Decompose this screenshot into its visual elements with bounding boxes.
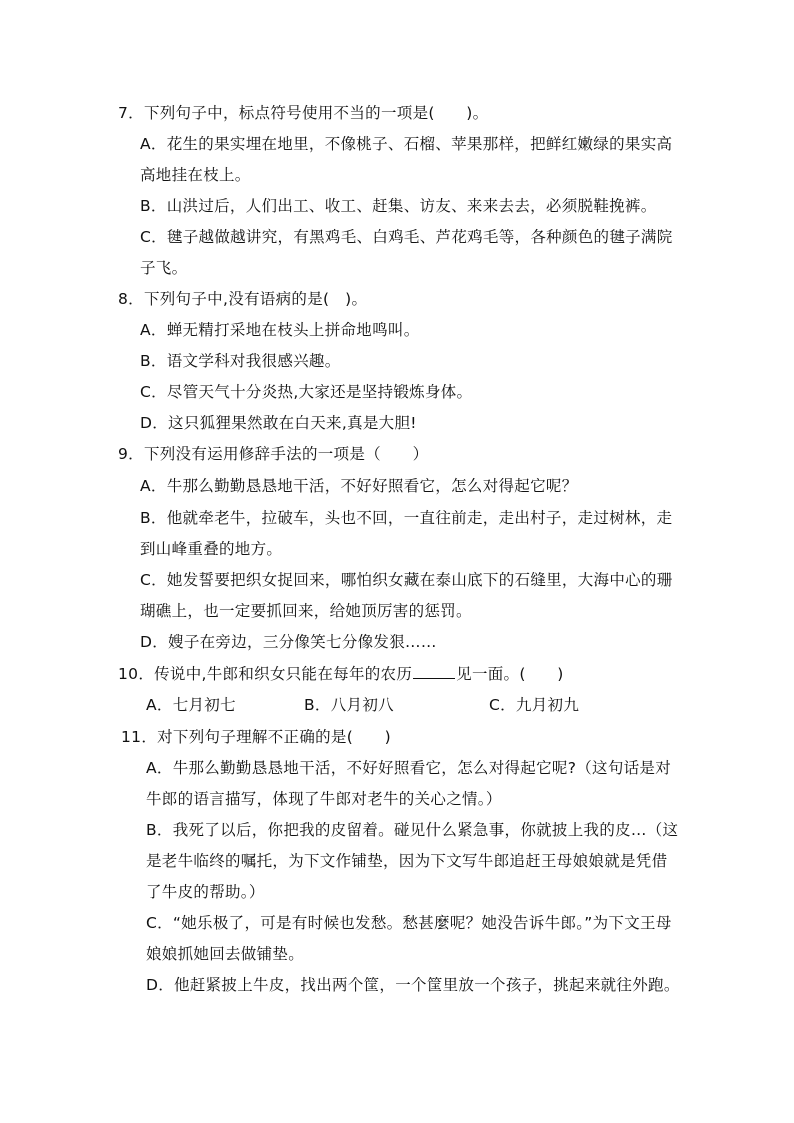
question-8-option-a: A．蝉无精打采地在枝头上拼命地鸣叫。 xyxy=(140,321,420,339)
question-8-option-b: B．语文学科对我很感兴趣。 xyxy=(140,352,341,370)
question-11-option-c: C．“她乐极了，可是有时候也发愁。愁甚麼呢？她没告诉牛郎。”为下文王母 xyxy=(146,914,672,932)
question-9-option-c: C．她发誓要把织女捉回来，哪怕织女藏在泰山底下的石缝里，大海中心的珊 xyxy=(140,571,673,589)
question-9-option-d: D．嫂子在旁边，三分像笑七分像发狠…… xyxy=(140,633,437,651)
question-7-option-c: C．毽子越做越讲究，有黑鸡毛、白鸡毛、芦花鸡毛等，各种颜色的毽子满院 xyxy=(140,228,673,246)
question-10-stem-end: 见一面。( ) xyxy=(456,665,564,683)
question-11-option-c-cont: 娘娘抓她回去做铺垫。 xyxy=(146,945,305,963)
question-11-option-a: A．牛那么勤勤恳恳地干活，不好好照看它，怎么对得起它呢?（这句话是对 xyxy=(146,759,672,777)
question-11-option-b-cont: 是老牛临终的嘱托，为下文作铺垫，因为下文写牛郎追赶王母娘娘就是凭借 xyxy=(146,852,668,870)
question-10-option-b: B．八月初八 xyxy=(304,696,394,714)
answer-blank xyxy=(413,664,455,679)
question-11-option-b-cont-2: 了牛皮的帮助。） xyxy=(146,883,265,901)
question-11-stem: 11．对下列句子理解不正确的是( ) xyxy=(121,728,392,746)
question-10-stem xyxy=(118,664,564,684)
question-9-option-a: A．牛那么勤勤恳恳地干活，不好好照看它，怎么对得起它呢？ xyxy=(140,477,578,495)
question-7-option-c-cont: 子飞。 xyxy=(140,259,188,277)
question-9-stem: 9．下列没有运用修辞手法的一项是（ ） xyxy=(118,445,429,463)
question-7-option-b: B．山洪过后，人们出工、收工、赶集、访友、来来去去，必须脱鞋挽裤。 xyxy=(140,197,657,215)
question-10-option-a: A．七月初七 xyxy=(146,696,236,714)
question-10-option-c: C．九月初九 xyxy=(489,696,580,714)
question-11-option-d: D．他赶紧披上牛皮，找出两个筐，一个筐里放一个孩子，挑起来就往外跑。 xyxy=(146,976,680,994)
question-11-option-b: B．我死了以后，你把我的皮留着。碰见什么紧急事，你就披上我的皮…（这 xyxy=(146,821,679,839)
question-8-stem: 8．下列句子中,没有语病的是( )。 xyxy=(118,290,368,308)
question-8-option-c: C．尽管天气十分炎热,大家还是坚持锻炼身体。 xyxy=(140,383,473,401)
question-9-option-c-cont: 瑚礁上，也一定要抓回来，给她顶厉害的惩罚。 xyxy=(140,602,472,620)
question-11-option-a-cont: 牛郎的语言描写，体现了牛郎对老牛的关心之情。） xyxy=(146,790,502,808)
question-7-stem: 7．下列句子中，标点符号使用不当的一项是( )。 xyxy=(118,104,489,122)
question-7-option-a-cont: 高地挂在枝上。 xyxy=(140,166,251,184)
question-9-option-b: B．他就牵老牛，拉破车，头也不回，一直往前走，走出村子，走过树林，走 xyxy=(140,509,673,527)
question-7-option-a: A．花生的果实埋在地里，不像桃子、石榴、苹果那样，把鲜红嫩绿的果实高 xyxy=(140,135,673,153)
question-9-option-b-cont: 到山峰重叠的地方。 xyxy=(140,540,283,558)
question-8-option-d: D．这只狐狸果然敢在白天来,真是大胆! xyxy=(140,414,417,432)
question-10-stem-start: 10．传说中,牛郎和织女只能在每年的农历 xyxy=(118,665,413,683)
